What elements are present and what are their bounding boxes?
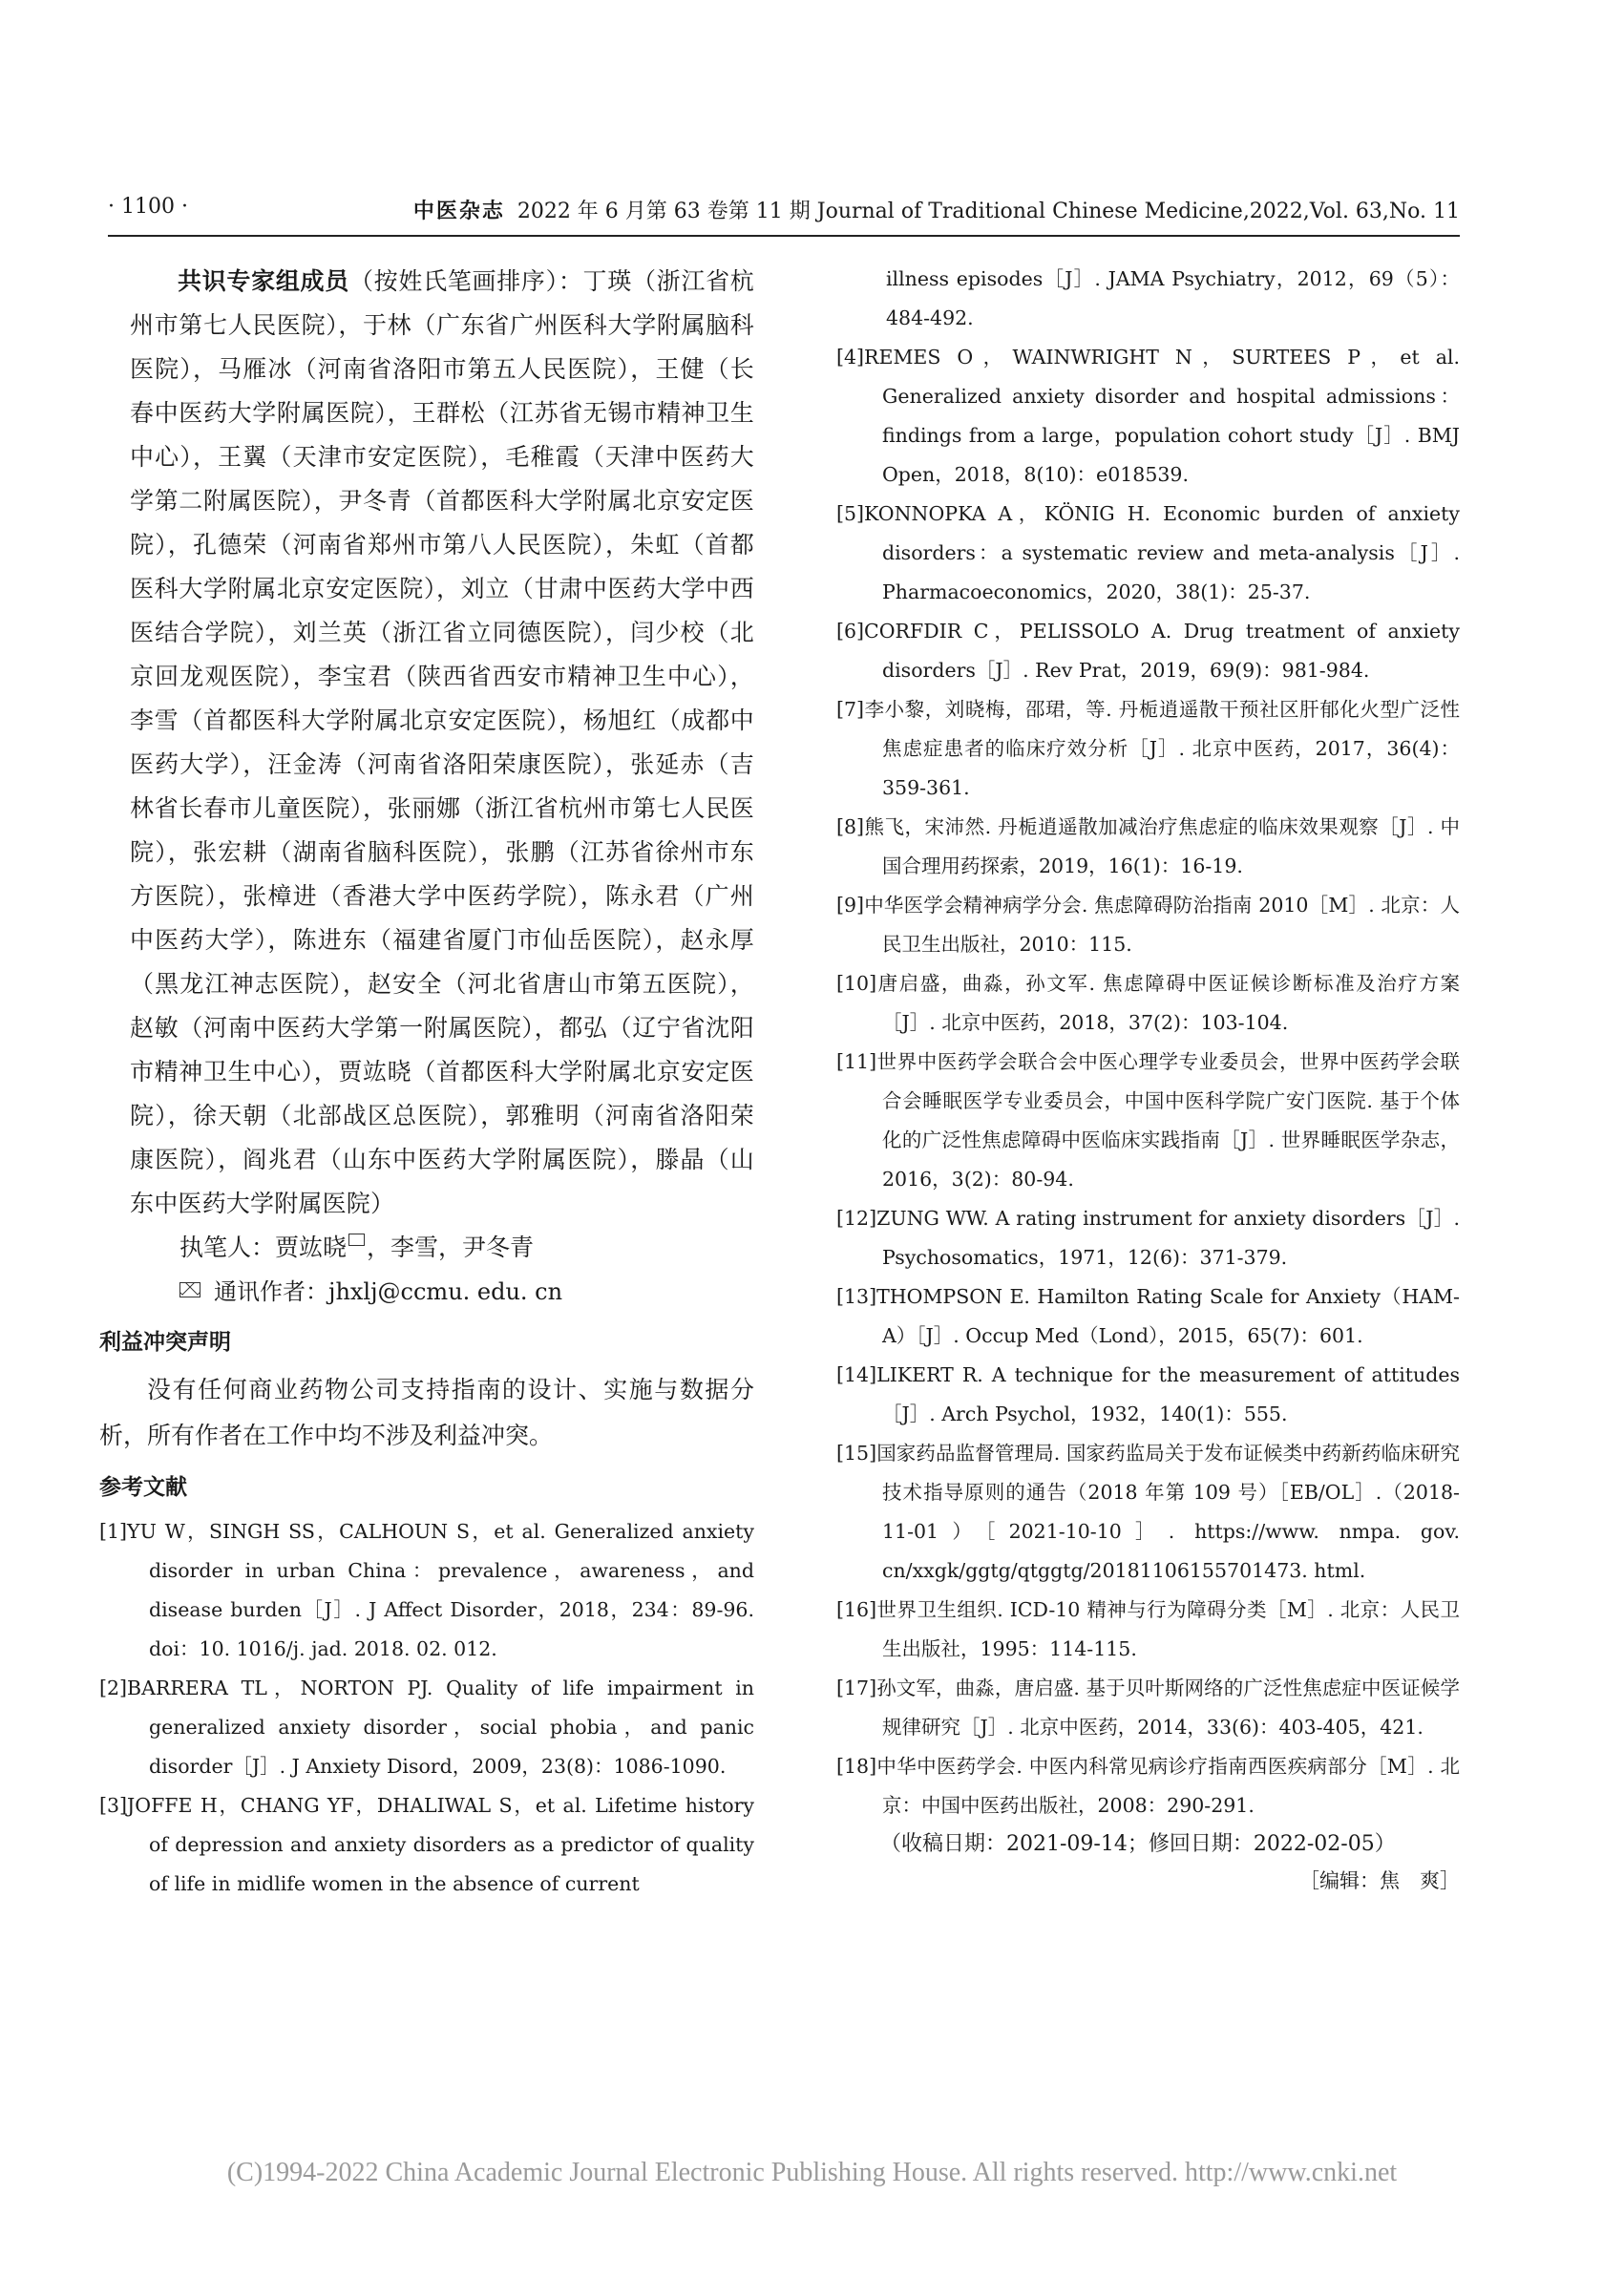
page-number: · 1100 · [108,195,188,219]
corresponding-contact [130,1270,754,1314]
reference-item: [16]世界卫生组织. ICD-10 精神与行为障碍分类［M］. 北京：人民卫生出版社，1995：114-115. [836,1598,1460,1660]
copyright-footer: (C)1994-2022 China Academic Journal Electronic Publishing House. All rights reserved. http://www.cnki.net [226,2158,1398,2187]
reference-item: [4]REMES O，WAINWRIGHT N，SURTEES P，et al. Generalized anxiety disorder and hospital admissions：findings from a large，population cohort study［J］. BMJ Open，2018，8(10)：e018539. [836,346,1460,486]
expert-panel-list: （按姓氏笔画排序）：丁瑛（浙江省杭州市第七人民医院），于林（广东省广州医科大学附属脑科医院），马雁冰（河南省洛阳市第五人民医院），王健（长春中医药大学附属医院），王群松（江苏省无锡市精神卫生中心），王翼（天津市安定医院），毛稚霞（天津中医药大学第二附属医院），尹冬青（首都医科大学附属北京安定医院），孔德荣（河南省郑州市第八人民医院），朱虹（首都医科大学附属北京安定医院），刘立（甘肃中医药大学中西医结合学院），刘兰英（浙江省立同德医院），闫少校（北京回龙观医院），李宝君（陕西省西安市精神卫生中心），李雪（首都医科大学附属北京安定医院），杨旭红（成都中医药大学），汪金涛（河南省洛阳荣康医院），张延赤（吉林省长春市儿童医院），张丽娜（浙江省杭州市第七人民医院），张宏耕（湖南省脑科医院），张鹏（江苏省徐州市东方医院），张樟进（香港大学中医药学院），陈永君（广州中医药大学），陈进东（福建省厦门市仙岳医院），赵永厚（黑龙江神志医院），赵安全（河北省唐山市第五医院），赵敏（河南中医药大学第一附属医院），都弘（辽宁省沈阳市精神卫生中心），贾竑晓（首都医科大学附属北京安定医院），徐天朝（北部战区总医院），郭雅明（河南省洛阳荣康医院），阎兆君（山东中医药大学附属医院），滕晶（山东中医药大学附属医院） [130,267,755,1217]
received-dates: （收稿日期：2021-09-14；修回日期：2022-02-05） [880,1832,1396,1856]
journal-name-cn: 中医杂志 [412,200,505,223]
reference-item: [1]YU W，SINGH SS，CALHOUN S，et al. Generalized anxiety disorder in urban China：prevalence，awareness，and disease burden［J］. J Affect Disorder，2018，234：89-96. doi：10. 1016/j. jad. 2018. 02. 012. [99,1520,754,1660]
reference-list-left [99,1512,754,1904]
journal-running-head [413,195,1460,224]
writing-authors-label: 执笔人： [179,1234,276,1261]
reference-item: [17]孙文军，曲淼，唐启盛. 基于贝叶斯网络的广泛性焦虑症中医证候学规律研究［J］. 北京中医药，2014，33(6)：403-405，421. [836,1677,1460,1739]
reference-continued: illness episodes［J］. JAMA Psychiatry，2012，69（5）：484-492. [886,267,1460,329]
corresponding-author-name: 贾竑晓 [275,1234,348,1261]
reference-item: [14]LIKERT R. A technique for the measurement of attitudes［J］. Arch Psychol，1932，140(1)：555. [836,1363,1460,1425]
issue-cn: 2022 年 6 月第 63 卷第 11 期 [517,200,811,223]
expert-panel-label: 共识专家组成员 [178,267,349,295]
right-column [836,260,1460,1898]
conflict-heading: 利益冲突声明 [99,1330,231,1355]
envelope-icon [179,1282,200,1297]
references-heading: 参考文献 [99,1475,187,1500]
conflict-statement: 没有任何商业药物公司支持指南的设计、实施与数据分析，所有作者在工作中均不涉及利益冲突。 [99,1376,754,1449]
reference-item: [9]中华医学会精神病学分会. 焦虑障碍防治指南 2010［M］. 北京：人民卫生出版社，2010：115. [836,894,1460,956]
reference-item: [7]李小黎，刘晓梅，邵珺，等. 丹栀逍遥散干预社区肝郁化火型广泛性焦虑症患者的临床疗效分析［J］. 北京中医药，2017，36(4)：359-361. [836,698,1460,799]
reference-item: [12]ZUNG WW. A rating instrument for anxiety disorders［J］. Psychosomatics，1971，12(6)：371-379. [836,1207,1460,1269]
reference-item: [13]THOMPSON E. Hamilton Rating Scale for Anxiety（HAM-A）［J］. Occup Med（Lond），2015，65(7)：601. [836,1285,1460,1347]
reference-item: [3]JOFFE H，CHANG YF，DHALIWAL S，et al. Lifetime history of depression and anxiety disorders as a predictor of quality of life in midlife women in the absence of current [99,1794,754,1895]
reference-item: [15]国家药品监督管理局. 国家药监局关于发布证候类中药新药临床研究技术指导原则的通告（2018 年第 109 号）［EB/OL］.（2018-11-01）［2021-10-10］. https://www. nmpa. gov. cn/xxgk/ggtg/qtggtg/20181106155701473. html. [836,1442,1460,1582]
editor-credit: ［编辑：焦 爽］ [1299,1869,1460,1892]
reference-item: [6]CORFDIR C，PELISSOLO A. Drug treatment of anxiety disorders［J］. Rev Prat，2019，69(9)：981-984. [836,620,1460,682]
reference-item: [11]世界中医药学会联合会中医心理学专业委员会，世界中医药学会联合会睡眠医学专业委员会，中国中医科学院广安门医院. 基于个体化的广泛性焦虑障碍中医临床实践指南［J］. 世界睡眠医学杂志，2016，3(2)：80-94. [836,1050,1460,1191]
co-author-names: ，李雪，尹冬青 [367,1234,535,1261]
envelope-icon [348,1234,365,1246]
reference-item: [10]唐启盛，曲淼，孙文军. 焦虑障碍中医证候诊断标准及治疗方案［J］. 北京中医药，2018，37(2)：103-104. [836,972,1460,1034]
running-header [108,193,1460,237]
left-column [99,260,755,1904]
reference-item: [5]KONNOPKA A，KÖNIG H. Economic burden of anxiety disorders：a systematic review and meta-analysis［J］. Pharmacoeconomics，2020，38(1)：25-37. [836,502,1460,603]
reference-item: [8]熊飞，宋沛然. 丹栀逍遥散加减治疗焦虑症的临床效果观察［J］. 中国合理用药探索，2019，16(1)：16-19. [836,815,1460,877]
writing-authors [130,1226,754,1270]
reference-item: [2]BARRERA TL，NORTON PJ. Quality of life impairment in generalized anxiety disorder，social phobia，and panic disorder［J］. J Anxiety Disord，2009，23(8)：1086-1090. [99,1677,754,1778]
reference-list-right [836,338,1460,1825]
corresponding-email[interactable]: 通讯作者：jhxlj@ccmu. edu. cn [214,1278,563,1305]
journal-name-en: Journal of Traditional Chinese Medicine,2022,Vol. 63,No. 11 [816,200,1460,223]
reference-item: [18]中华中医药学会. 中医内科常见病诊疗指南西医疾病部分［M］. 北京：中国中医药出版社，2008：290-291. [836,1755,1460,1817]
expert-panel-paragraph [130,260,754,1226]
